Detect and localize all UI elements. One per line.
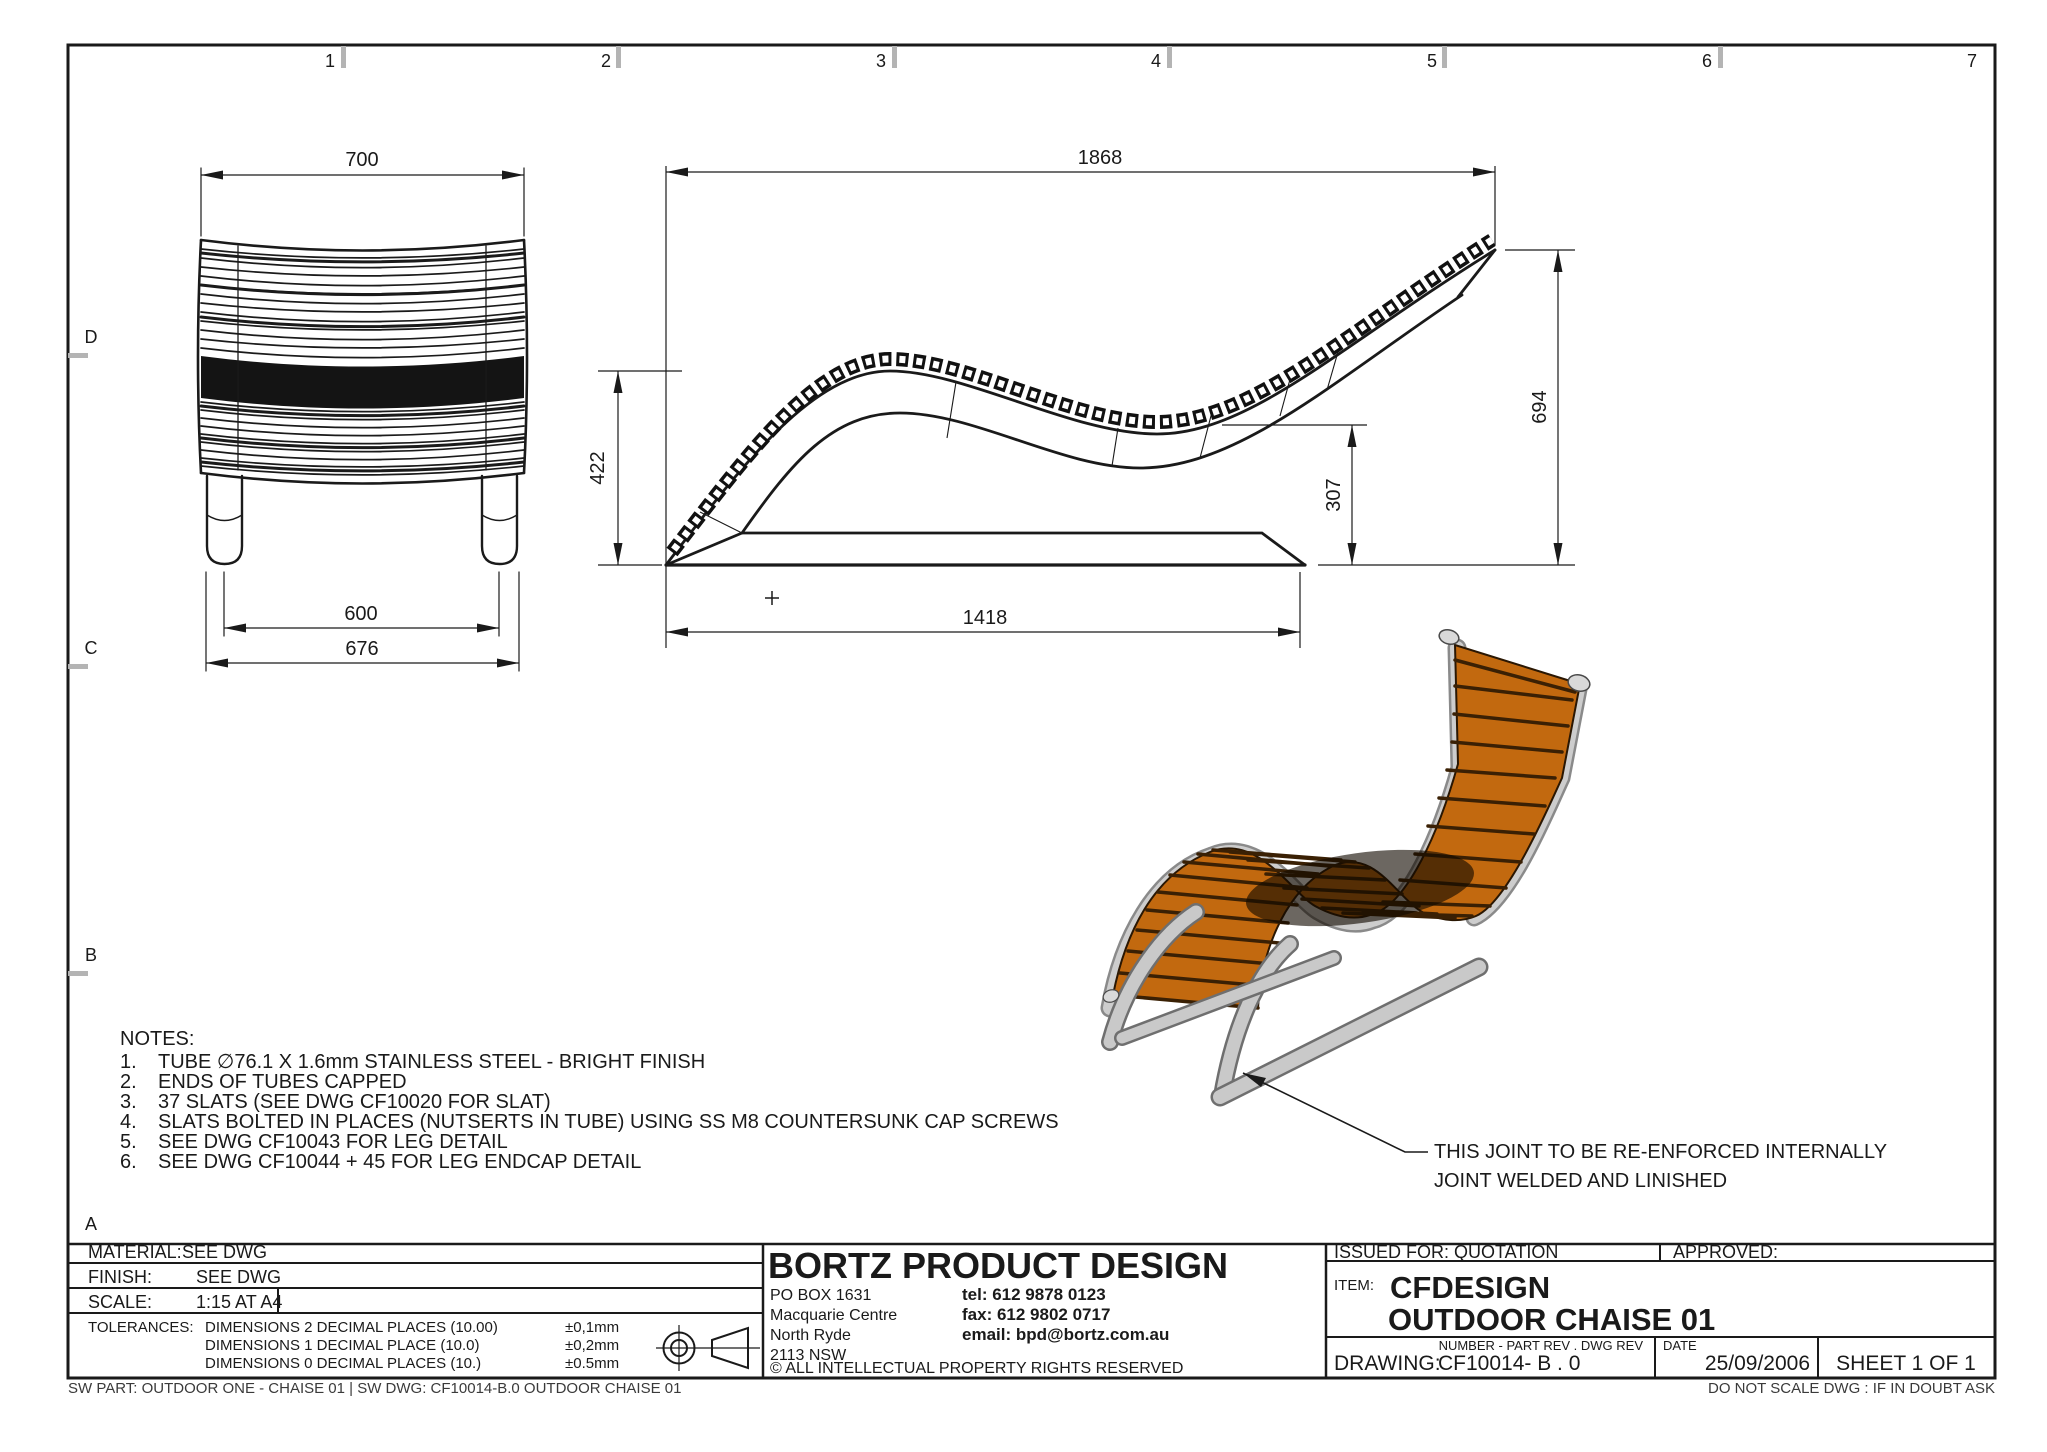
grid-col-4: 4: [1150, 51, 1162, 71]
address-line-1: PO BOX 1631: [770, 1287, 872, 1304]
dim-label-676: 676: [345, 638, 379, 660]
footer-left: SW PART: OUTDOOR ONE - CHAISE 01 | SW DWG: CF10014-B.0 OUTDOOR CHAISE 01: [68, 1380, 682, 1397]
note-1-text: TUBE ∅76.1 X 1.6mm STAINLESS STEEL - BRIGHT FINISH: [158, 1051, 706, 1073]
tolerance-val-3: ±0.5mm: [565, 1355, 620, 1372]
grid-row-b: B: [84, 945, 98, 965]
side-dim-1418: [666, 572, 1300, 648]
grid-col-3: 3: [875, 51, 887, 71]
sheet-value: SHEET 1 OF 1: [1836, 1352, 1976, 1375]
dim-label-422: 422: [587, 451, 609, 485]
note-4-text: SLATS BOLTED IN PLACES (NUTSERTS IN TUBE) USING SS M8 COUNTERSUNK CAP SCREWS: [158, 1111, 1059, 1133]
note-4-num: 4.: [120, 1111, 137, 1133]
contact-email: email: bpd@bortz.com.au: [962, 1325, 1170, 1344]
tolerances-label: TOLERANCES:: [88, 1319, 194, 1336]
drawing-value: CF10014- B . 0: [1438, 1352, 1581, 1375]
iso-view: [1101, 628, 1887, 1192]
title-block-centre: [768, 1245, 1228, 1377]
grid-col-1: 1: [324, 51, 336, 71]
dim-label-1418: 1418: [962, 607, 1008, 629]
grid-column-labels: [325, 51, 1977, 71]
address-line-4: 2113 NSW: [770, 1347, 847, 1364]
material-label: MATERIAL:: [88, 1242, 182, 1262]
dim-label-307: 307: [1323, 478, 1345, 512]
title-block: [68, 1242, 1995, 1378]
origin-marker: [765, 591, 779, 605]
callout-line-2: JOINT WELDED AND LINISHED: [1434, 1170, 1728, 1192]
finish-label: FINISH:: [88, 1267, 153, 1287]
note-6-num: 6.: [120, 1151, 137, 1173]
side-dim-694: [1505, 250, 1575, 565]
iso-callout: [1243, 1073, 1887, 1192]
address-line-2: Macquarie Centre: [770, 1307, 898, 1324]
dim-label-700: 700: [345, 149, 379, 171]
side-view: [587, 147, 1575, 648]
tolerance-val-2: ±0,2mm: [565, 1337, 620, 1354]
grid-row-ticks: [68, 353, 88, 976]
dim-label-694: 694: [1529, 390, 1551, 424]
note-5-num: 5.: [120, 1131, 137, 1153]
number-caption: NUMBER - PART REV . DWG REV: [1438, 1338, 1643, 1353]
scale-label: SCALE:: [88, 1292, 153, 1312]
contact-tel: tel: 612 9878 0123: [962, 1285, 1106, 1304]
grid-row-a: A: [84, 1214, 98, 1234]
item-label: ITEM:: [1334, 1277, 1374, 1294]
callout-line-1: THIS JOINT TO BE RE-ENFORCED INTERNALLY: [1434, 1141, 1888, 1163]
issued-for: ISSUED FOR: QUOTATION: [1334, 1242, 1559, 1262]
sheet-footer: [68, 1380, 1995, 1397]
copyright-line: © ALL INTELLECTUAL PROPERTY RIGHTS RESERVED: [770, 1360, 1184, 1377]
item-title: OUTDOOR CHAISE 01: [1388, 1302, 1716, 1337]
note-3-text: 37 SLATS (SEE DWG CF10020 FOR SLAT): [158, 1091, 551, 1113]
address-line-3: North Ryde: [770, 1327, 851, 1344]
grid-row-labels: [85, 327, 98, 1234]
front-dim-600: [224, 572, 499, 636]
note-1-num: 1.: [120, 1051, 137, 1073]
company-name: BORTZ PRODUCT DESIGN: [768, 1245, 1229, 1286]
title-block-left: [88, 1242, 760, 1372]
date-value: 25/09/2006: [1704, 1352, 1810, 1375]
drawing-label: DRAWING:: [1334, 1352, 1441, 1375]
grid-col-6: 6: [1701, 51, 1713, 71]
grid-column-ticks: [341, 46, 1723, 68]
note-5-text: SEE DWG CF10043 FOR LEG DETAIL: [158, 1131, 508, 1153]
contact-fax: fax: 612 9802 0717: [962, 1305, 1111, 1324]
tolerance-row-3: DIMENSIONS 0 DECIMAL PLACES (10.): [205, 1355, 482, 1372]
finish-value: SEE DWG: [196, 1267, 282, 1287]
scale-value: 1:15 AT A4: [196, 1292, 283, 1312]
front-legs: [207, 476, 517, 564]
material-value: SEE DWG: [182, 1242, 268, 1262]
note-3-num: 3.: [120, 1091, 137, 1113]
side-dim-1868: [666, 147, 1495, 648]
iso-slat-surface: [1113, 645, 1580, 1008]
notes-block: [120, 1028, 1059, 1173]
projection-symbol-icon: [656, 1325, 760, 1371]
grid-row-d: D: [84, 327, 98, 347]
date-label: DATE: [1663, 1338, 1697, 1353]
tolerance-val-1: ±0,1mm: [565, 1319, 620, 1336]
grid-row-c: C: [84, 638, 98, 658]
footer-right: DO NOT SCALE DWG : IF IN DOUBT ASK: [1708, 1380, 1995, 1397]
dim-label-1868: 1868: [1077, 147, 1123, 169]
grid-col-2: 2: [600, 51, 612, 71]
approved-label: APPROVED:: [1673, 1242, 1779, 1262]
item-value: CFDESIGN: [1390, 1270, 1551, 1305]
side-dim-422: [587, 371, 682, 565]
note-6-text: SEE DWG CF10044 + 45 FOR LEG ENDCAP DETAIL: [158, 1151, 642, 1173]
side-slat-chain: [672, 240, 1492, 552]
front-dim-700: [201, 149, 524, 236]
grid-col-5: 5: [1426, 51, 1438, 71]
dim-label-600: 600: [344, 603, 378, 625]
notes-title: NOTES:: [120, 1028, 195, 1050]
note-2-text: ENDS OF TUBES CAPPED: [158, 1071, 407, 1093]
tolerance-row-2: DIMENSIONS 1 DECIMAL PLACE (10.0): [205, 1337, 480, 1354]
grid-col-7: 7: [1966, 51, 1978, 71]
front-dark-band: [201, 356, 524, 409]
front-view: [198, 149, 527, 671]
tolerance-row-1: DIMENSIONS 2 DECIMAL PLACES (10.00): [205, 1319, 498, 1336]
note-2-num: 2.: [120, 1071, 137, 1093]
